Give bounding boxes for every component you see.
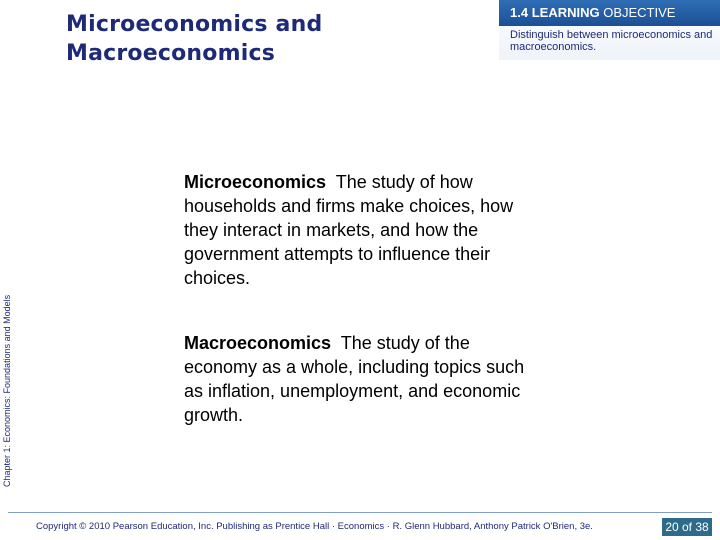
- definition-text: The study of how households and firms make choices, how they interact in markets, and how the government attempts to influence their choices.: [184, 172, 514, 288]
- learning-objective-text: Distinguish between microeconomics and macroeconomics.: [510, 29, 713, 53]
- definition-term: Microeconomics: [184, 172, 327, 192]
- slide-title-line1: Microeconomics and: [66, 12, 323, 37]
- footer-divider: [8, 512, 712, 513]
- copyright-text: Copyright © 2010 Pearson Education, Inc. Publishing as Prentice Hall · Economics · R. Glenn Hubbard, Anthony Patrick O'Brien, 3e.: [36, 521, 593, 532]
- definition-term: Macroeconomics: [184, 333, 332, 353]
- footer: [0, 512, 720, 540]
- chapter-sidebar-label: Chapter 1: Economics: Foundations and Models: [2, 294, 12, 487]
- slide-title-line2: Macroeconomics: [66, 41, 275, 66]
- objective-label2: OBJECTIVE: [603, 5, 676, 20]
- definition-text: The study of the economy as a whole, including topics such as inflation, unemployment, and economic growth.: [184, 333, 525, 425]
- slide-title: [66, 10, 322, 68]
- learning-objective-box: [499, 0, 720, 60]
- page-number-badge: 20 of 38: [662, 518, 712, 536]
- definition-macroeconomics: [184, 331, 529, 427]
- objective-number: 1.4: [510, 5, 529, 20]
- objective-label: LEARNING: [531, 5, 600, 20]
- definition-microeconomics: [184, 170, 529, 290]
- learning-objective-header: [499, 0, 720, 26]
